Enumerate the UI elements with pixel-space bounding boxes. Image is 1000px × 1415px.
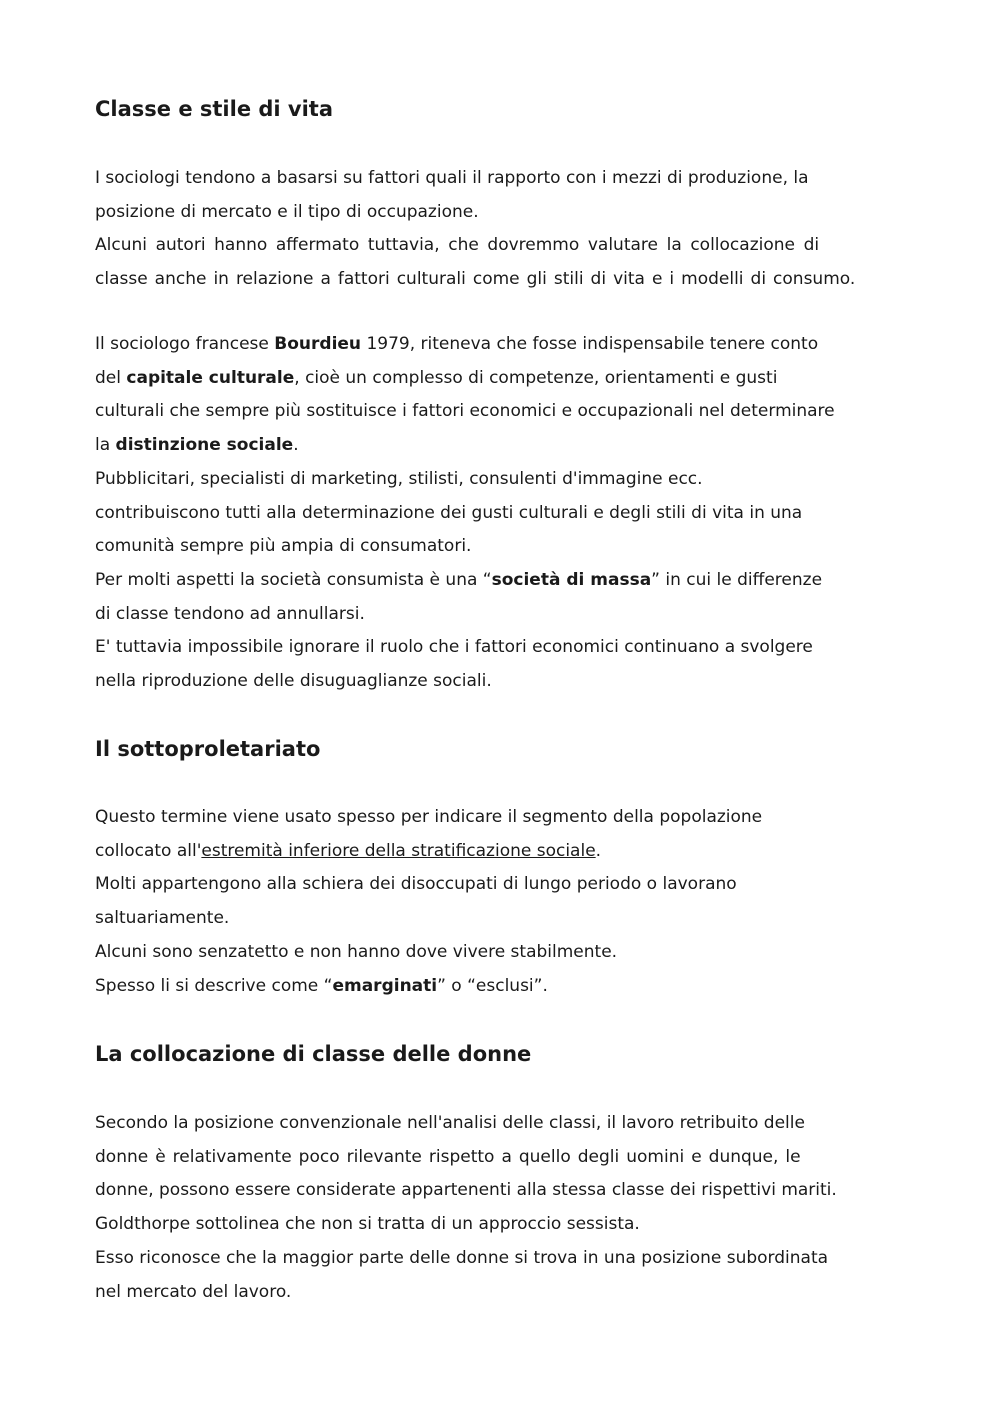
text-line bbox=[95, 328, 835, 362]
text-span: Il sociologo francese bbox=[95, 334, 275, 354]
text-line: contribuiscono tutti alla determinazione dei gusti culturali e degli stili di vita in una bbox=[95, 502, 803, 523]
bold-term-distinzione-sociale: distinzione sociale bbox=[115, 435, 294, 456]
text-line: E' tuttavia impossibile ignorare il ruolo che i fattori economici continuano a svolgere bbox=[95, 637, 813, 658]
text-line: Questo termine viene usato spesso per indicare il segmento della popolazione bbox=[95, 807, 763, 827]
text-line: donne è relativamente poco rilevante rispetto a quello degli uomini e dunque, le bbox=[95, 1146, 801, 1167]
underlined-term-estremita-inferiore: estremità inferiore della stratificazione sociale bbox=[201, 840, 596, 861]
text-line: nella riproduzione delle disuguaglianze sociali. bbox=[95, 671, 492, 692]
text-span: del bbox=[95, 367, 127, 388]
text-span: collocato all' bbox=[95, 840, 202, 861]
paragraph-bourdieu bbox=[95, 328, 835, 699]
text-line: classe anche in relazione a fattori culturali come gli stili di vita e i modelli di consumo. bbox=[95, 269, 856, 290]
bold-term-capitale-culturale: capitale culturale bbox=[126, 367, 295, 388]
text-line: Esso riconosce che la maggior parte delle donne si trova in una posizione subordinata bbox=[95, 1247, 829, 1268]
text-line: posizione di mercato e il tipo di occupazione. bbox=[95, 201, 479, 222]
text-line: nel mercato del lavoro. bbox=[95, 1281, 292, 1302]
text-line bbox=[95, 564, 835, 598]
section-heading-sottoproletariato: Il sottoproletariato bbox=[95, 737, 321, 761]
text-line: culturali che sempre più sostituisce i fattori economici e occupazionali nel determinare bbox=[95, 401, 835, 422]
text-line bbox=[95, 429, 835, 463]
bold-term-societa-di-massa: società di massa bbox=[491, 569, 652, 590]
text-line bbox=[95, 362, 835, 396]
bold-term-bourdieu: Bourdieu bbox=[274, 334, 362, 354]
text-line: Molti appartengono alla schiera dei disoccupati di lungo periodo o lavorano bbox=[95, 874, 737, 895]
text-line: donne, possono essere considerate appartenenti alla stessa classe dei rispettivi mariti. bbox=[95, 1180, 837, 1201]
text-span: , cioè un complesso di competenze, orientamenti e gusti bbox=[294, 367, 778, 388]
text-line: Secondo la posizione convenzionale nell'analisi delle classi, il lavoro retribuito delle bbox=[95, 1113, 805, 1133]
text-line bbox=[95, 970, 762, 1004]
text-line: di classe tendono ad annullarsi. bbox=[95, 603, 365, 624]
text-span: Spesso li si descrive come “ bbox=[95, 975, 333, 996]
section-heading-classe-stile-vita: Classe e stile di vita bbox=[95, 97, 334, 121]
text-line bbox=[95, 835, 762, 869]
text-span: . bbox=[293, 435, 299, 456]
text-line: Alcuni autori hanno affermato tuttavia, che dovremmo valutare la collocazione di bbox=[95, 235, 820, 256]
paragraph-donne bbox=[95, 1107, 837, 1309]
text-line: Goldthorpe sottolinea che non si tratta di un approccio sessista. bbox=[95, 1214, 640, 1235]
text-span: Per molti aspetti la società consumista è una “ bbox=[95, 569, 492, 590]
bold-term-emarginati: emarginati bbox=[332, 975, 438, 996]
text-span: la bbox=[95, 435, 116, 456]
text-span: 1979, riteneva che fosse indispensabile tenere conto bbox=[361, 334, 819, 354]
text-line: comunità sempre più ampia di consumatori. bbox=[95, 536, 472, 557]
text-line: Pubblicitari, specialisti di marketing, stilisti, consulenti d'immagine ecc. bbox=[95, 468, 703, 489]
text-line: Alcuni sono senzatetto e non hanno dove vivere stabilmente. bbox=[95, 941, 618, 962]
section-heading-collocazione-donne: La collocazione di classe delle donne bbox=[95, 1042, 532, 1066]
text-span: . bbox=[595, 840, 602, 861]
text-line: I sociologi tendono a basarsi su fattori quali il rapporto con i mezzi di produzione, la bbox=[95, 168, 809, 188]
text-span: ” in cui le differenze bbox=[651, 569, 823, 590]
paragraph-sociologi bbox=[95, 162, 855, 297]
paragraph-sottoproletariato bbox=[95, 801, 762, 1003]
text-span: ” o “esclusi”. bbox=[437, 975, 548, 996]
text-line: saltuariamente. bbox=[95, 908, 230, 929]
